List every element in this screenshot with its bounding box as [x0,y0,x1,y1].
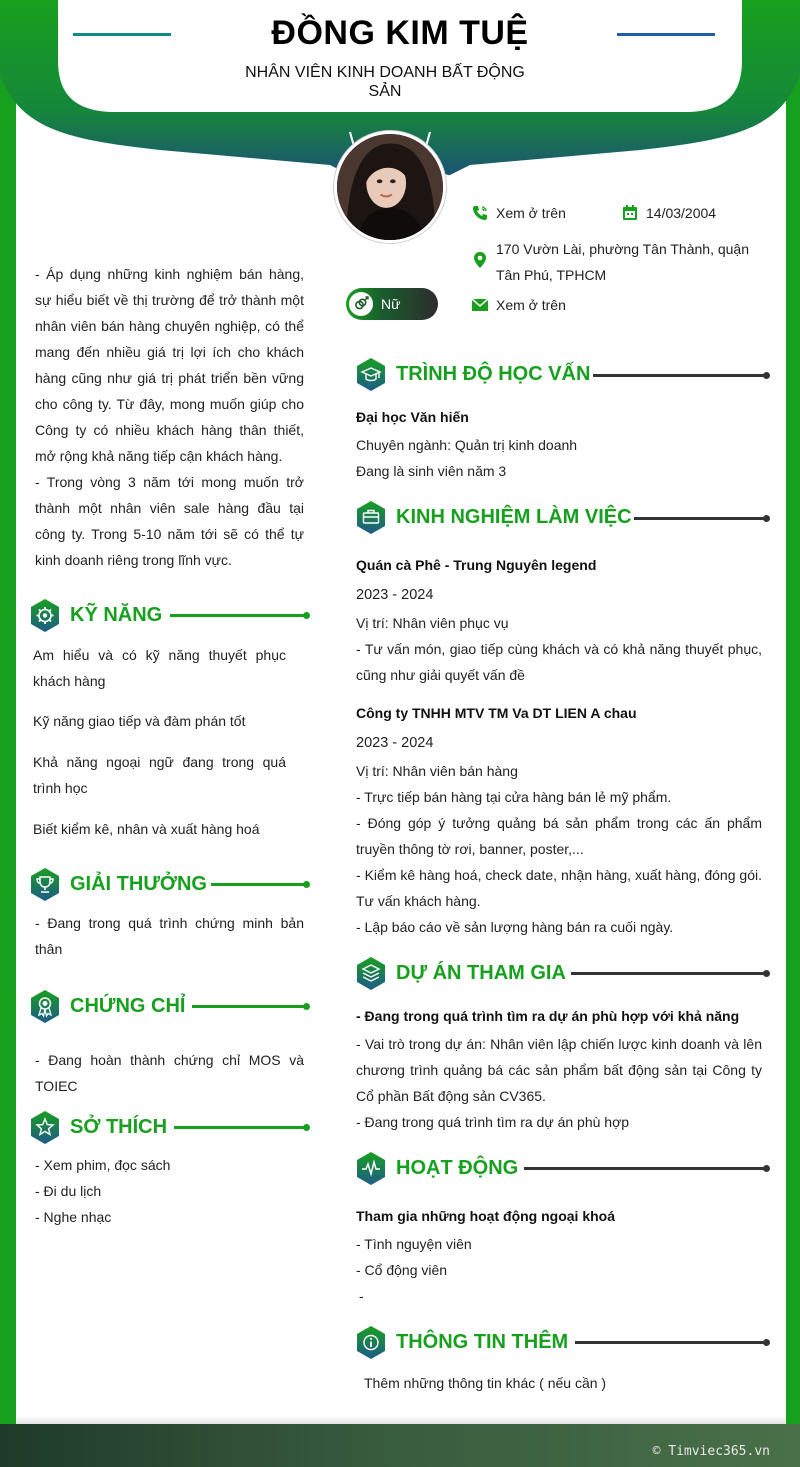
education-status: Đang là sinh viên năm 3 [356,463,507,479]
gender-badge [346,288,438,320]
trophy-icon [30,868,60,901]
gender-value: Nữ [381,296,401,312]
activity-item: - Cổ động viên [356,1262,448,1278]
contact-birthday-value: 14/03/2004 [646,205,717,221]
job-period: 2023 - 2024 [356,735,434,751]
contact-phone [472,205,566,221]
skill-item: Am hiểu và có kỹ năng thuyết phục khách hàng [33,647,286,689]
contact-address [472,236,772,288]
info-icon [356,1326,386,1359]
candidate-name: ĐỒNG KIM TUỆ [271,14,529,52]
job-detail: - Tư vấn món, giao tiếp cùng khách và có khả năng thuyết phục, cũng như giải quyết vấn đề [356,641,762,683]
objective-paragraph: - Áp dụng những kinh nghiệm bán hàng, sự hiểu biết về thị trường để trở thành một nhân viên bán hàng chuyên nghiệp, có thể mang đến nhiều giá trị lợi ích cho khách hàng cũng như giá trị phát triển bền vững cho công ty. Từ đây, mong muốn giúp cho Công ty có nhiều khách hàng thân thiết, mở rộng khả năng tiếp cận khách hàng. [35,266,304,464]
project-name: - Đang trong quá trình tìm ra dự án phù hợp với khả năng [356,1008,740,1024]
job-period: 2023 - 2024 [356,587,434,603]
job-title: NHÂN VIÊN KINH DOANH BẤT ĐỘNG SẢN [245,64,525,100]
activity-name: Tham gia những hoạt động ngoại khoá [356,1208,616,1224]
skill-item: Khả năng ngoại ngữ đang trong quá trình học [33,754,286,796]
layers-icon [356,957,386,990]
hobby-item: - Đi du lịch [35,1183,102,1199]
contact-birthday [622,205,716,221]
copyright-text: © Timviec365.vn [652,1444,770,1459]
awards-divider [211,883,306,886]
gear-icon [30,599,60,632]
title-decoration-right [617,33,715,36]
activities-divider [524,1167,766,1170]
education-divider [593,374,766,377]
star-icon [30,1111,60,1144]
education-major: Chuyên ngành: Quản trị kinh doanh [356,437,578,453]
extra-text: Thêm những thông tin khác ( nếu cần ) [364,1375,607,1391]
job-position: Vị trí: Nhân viên bán hàng [356,763,518,779]
briefcase-icon [356,501,386,534]
job-detail: - Lập báo cáo về sản lượng hàng bán ra cuối ngày. [356,919,674,935]
education-title: TRÌNH ĐỘ HỌC VẤN [396,363,591,385]
activity-item: - [359,1288,364,1304]
contact-address-value: 170 Vườn Lài, phường Tân Thành, quận Tân Phú, TPHCM [496,241,749,283]
gender-icon [349,292,373,316]
activities-section-header [356,1152,518,1185]
skill-item: Biết kiểm kê, nhân và xuất hàng hoá [33,821,260,837]
medal-icon [30,990,60,1023]
phone-icon [472,205,488,221]
job-position: Vị trí: Nhân viên phục vụ [356,615,509,631]
extra-section-header [356,1326,568,1359]
certificates-divider [192,1005,306,1008]
skills-divider [170,614,306,617]
skills-title: KỸ NĂNG [70,604,163,626]
job-company: Quán cà Phê - Trung Nguyên legend [356,557,597,573]
envelope-icon [472,298,488,312]
title-decoration-left [73,33,171,36]
activity-item: - Tình nguyện viên [356,1236,472,1252]
skills-section-header [30,599,162,632]
hobbies-title: SỞ THÍCH [70,1116,168,1138]
hobby-item: - Xem phim, đọc sách [35,1157,171,1173]
certificates-section-header [30,990,185,1023]
location-pin-icon [472,251,488,269]
pulse-icon [356,1152,386,1185]
hobby-item: - Nghe nhạc [35,1209,112,1225]
activities-title: HOẠT ĐỘNG [396,1157,519,1179]
objective-paragraph: - Trong vòng 3 năm tới mong muốn trở thành một nhân viên sale hàng đầu tại công ty. Trong 5-10 năm tới sẽ có thể tự kinh doanh riêng trong lĩnh vực. [35,474,304,568]
experience-title: KINH NGHIỆM LÀM VIỆC [396,506,632,528]
hobbies-section-header [30,1111,167,1144]
calendar-icon [622,205,638,221]
job-detail: - Trực tiếp bán hàng tại cửa hàng bán lẻ mỹ phẩm. [356,789,672,805]
experience-section-header [356,501,632,534]
job-company: Công ty TNHH MTV TM Va DT LIEN A chau [356,705,637,721]
project-note: - Đang trong quá trình tìm ra dự án phù hợp [356,1114,630,1130]
education-section-header [356,358,590,391]
job-detail: - Đóng góp ý tưởng quảng bá sản phẩm trong các ấn phẩm truyền thông tờ rơi, banner, poster,... [356,815,762,857]
graduation-cap-icon [356,358,386,391]
certificates-title: CHỨNG CHỈ [70,995,186,1017]
awards-section-header [30,868,207,901]
extra-title: THÔNG TIN THÊM [396,1331,569,1353]
contact-email [472,297,566,313]
project-role: - Vai trò trong dự án: Nhân viên lập chiến lược kinh doanh và lên chương trình quảng bá các sản phẩm bất động sản tại Công ty Cổ phần Bất động sản CV365. [356,1036,762,1104]
experience-divider [634,517,766,520]
contact-email-value: Xem ở trên [496,297,566,313]
skill-item: Kỹ năng giao tiếp và đàm phán tốt [33,713,246,729]
awards-title: GIẢI THƯỞNG [70,873,207,895]
contact-phone-value: Xem ở trên [496,205,566,221]
projects-section-header [356,957,566,990]
extra-divider [575,1341,766,1344]
projects-divider [571,972,766,975]
avatar [334,131,446,243]
projects-title: DỰ ÁN THAM GIA [396,962,566,984]
certificate-text: - Đang hoàn thành chứng chỉ MOS và TOIEC [35,1052,304,1094]
career-objective [35,261,304,573]
hobbies-divider [174,1126,306,1129]
award-text: - Đang trong quá trình chứng minh bản thân [35,915,304,957]
education-school: Đại học Văn hiến [356,409,469,425]
job-detail: - Kiểm kê hàng hoá, check date, nhận hàng, xuất hàng, đóng gói. Tư vấn khách hàng. [356,867,762,909]
